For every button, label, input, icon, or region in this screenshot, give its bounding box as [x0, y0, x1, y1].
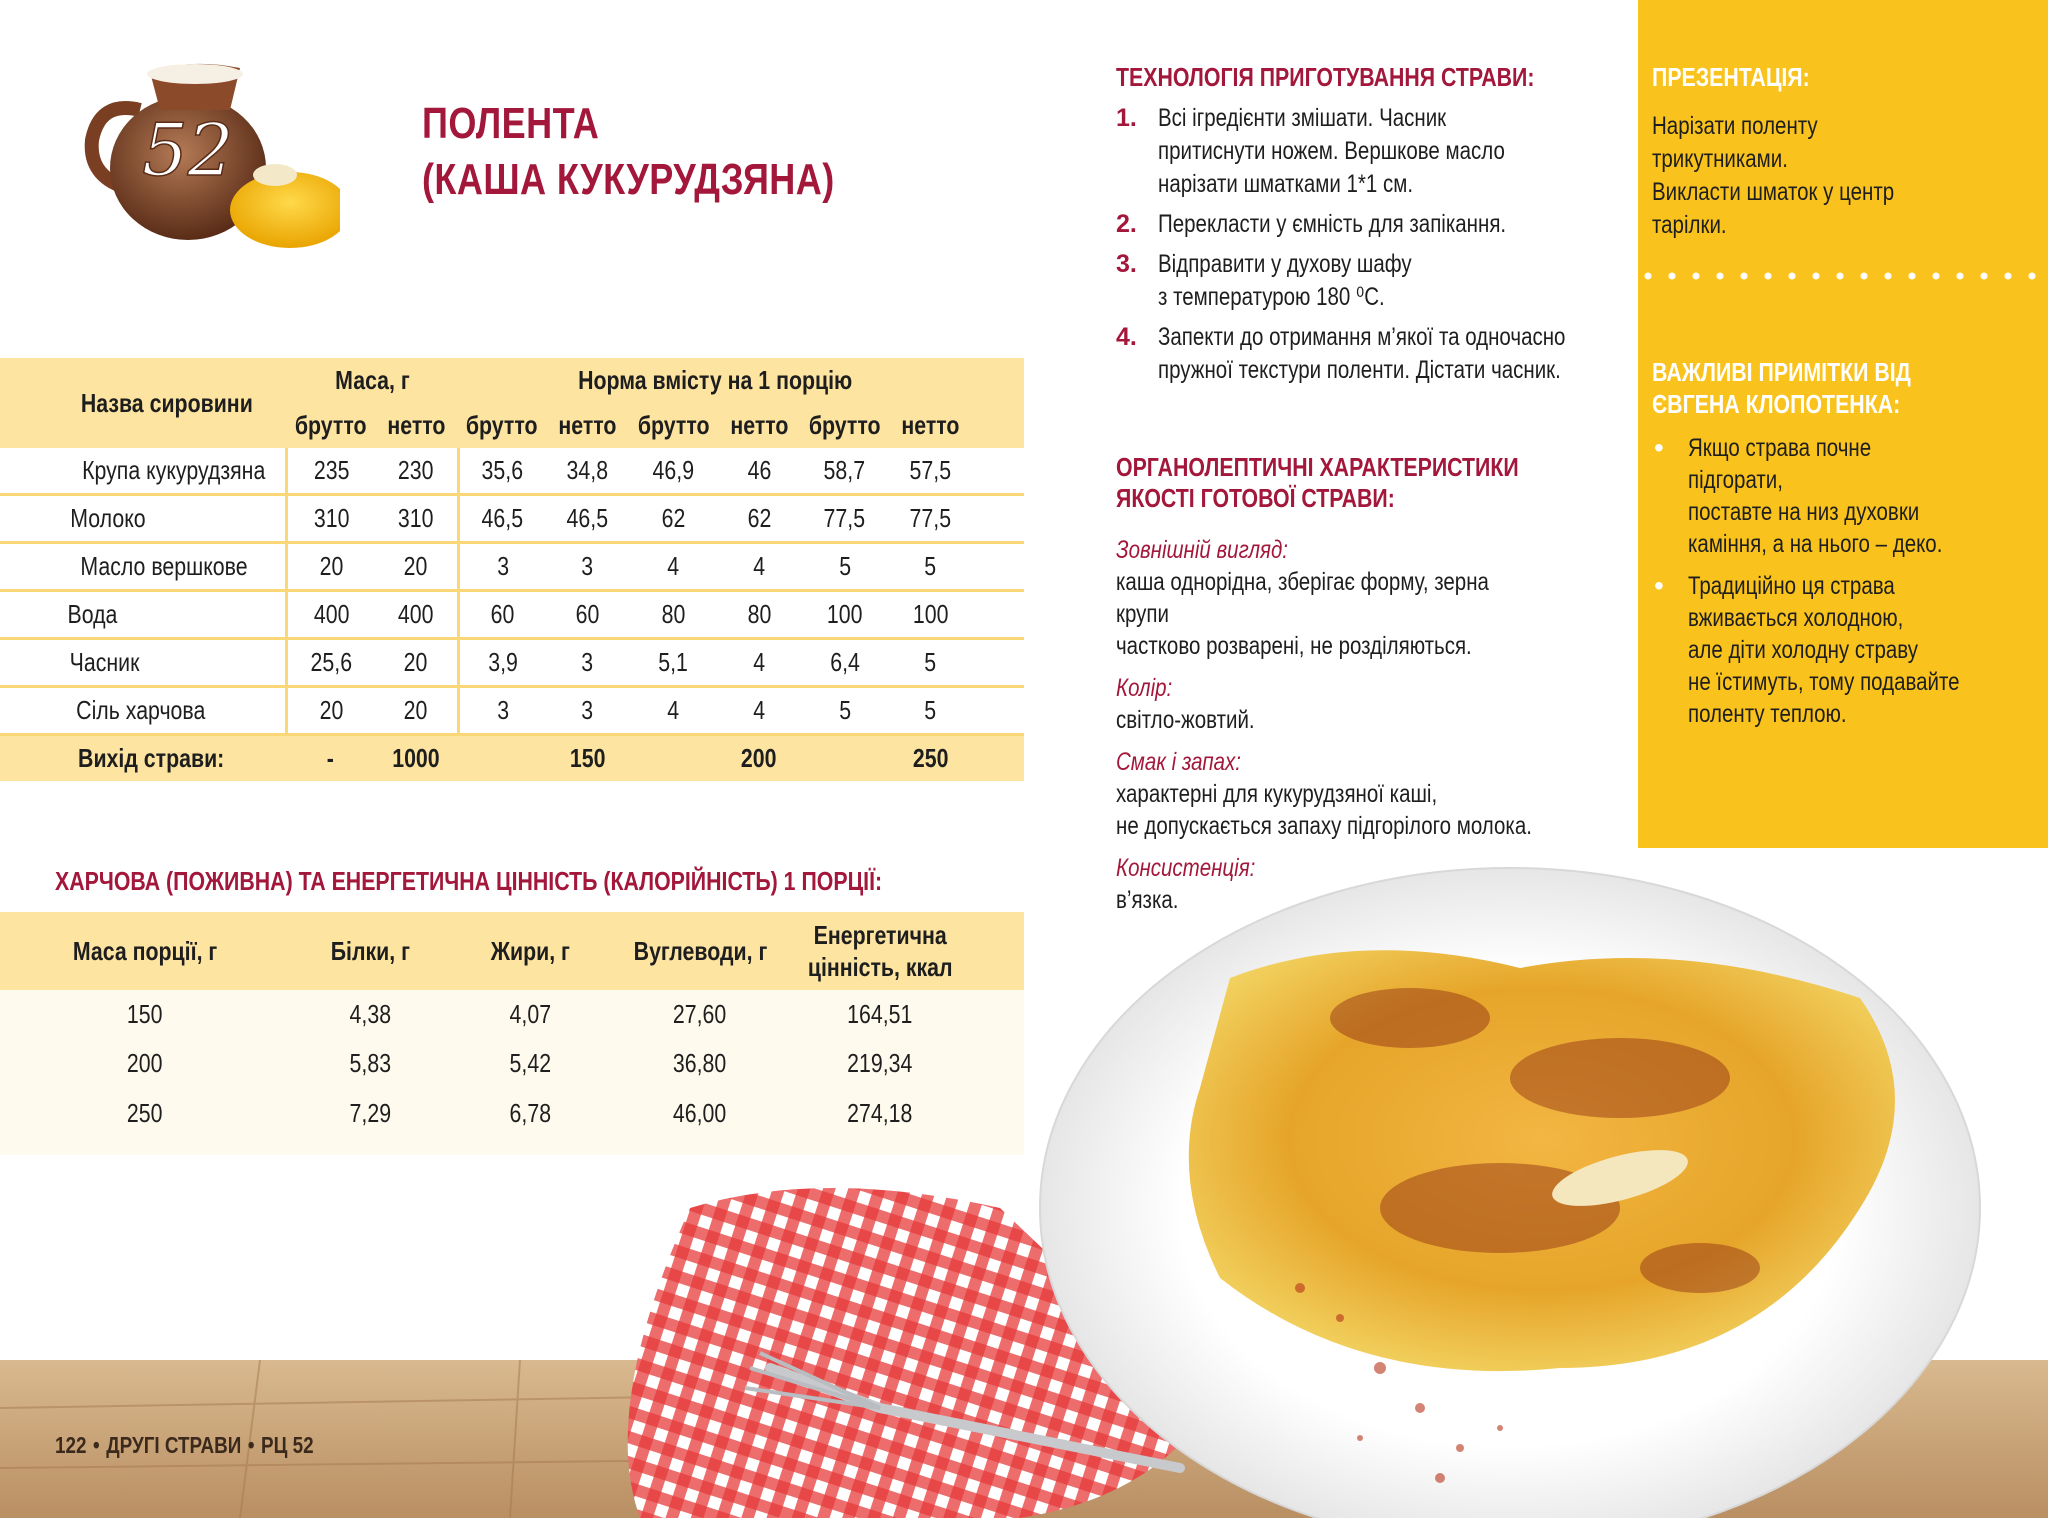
title-line-2: (КАША КУКУРУДЗЯНА) [422, 155, 835, 204]
step-text: пружної текстури поленти. Дістати часник. [1158, 356, 1561, 384]
divider-dot [1717, 273, 1724, 280]
characteristic-text: світло-жовтий. [1116, 706, 1255, 734]
ingredient-name: Часник [0, 639, 287, 687]
step-number: 1. [1116, 104, 1137, 132]
ingredient-value: 20 [287, 687, 374, 735]
page-footer: 122 • ДРУГІ СТРАВИ • РЦ 52 [55, 1432, 314, 1458]
note-text: Якщо страва почне підгорати, [1688, 434, 1872, 494]
subheader-brutto: брутто [801, 403, 888, 448]
title-line-1: ПОЛЕНТА [422, 99, 600, 148]
ingredient-value: 77,5 [888, 495, 972, 543]
footer-code: РЦ 52 [260, 1432, 314, 1458]
ingredient-value: 5 [888, 543, 972, 591]
note-text: але діти холодну страву [1688, 636, 1918, 664]
ingredient-value: 5 [888, 639, 972, 687]
ingredient-value: 5 [888, 687, 972, 735]
step-text: притиснути ножем. Вершкове масло [1158, 137, 1505, 165]
ingredient-value: 3 [546, 687, 630, 735]
ingredient-value: 46 [717, 448, 801, 495]
step-text: Всі ігредієнти змішати. Часник [1158, 104, 1447, 132]
divider-dot [1693, 273, 1700, 280]
nutrition-value: 164,51 [790, 990, 970, 1039]
yield-portion-2: 200 [717, 735, 801, 782]
organoleptic-title: ОРГАНОЛЕПТИЧНІ ХАРАКТЕРИСТИКИ ЯКОСТІ ГОТОВОЇ СТРАВИ: [1116, 452, 1519, 513]
ingredient-value: 400 [374, 591, 458, 639]
characteristic-text: каша однорідна, зберігає форму, зерна крупи [1116, 568, 1489, 628]
bullet-icon: • [1654, 570, 1664, 601]
ingredient-value: 20 [374, 687, 458, 735]
ingredient-value: 80 [630, 591, 717, 639]
ingredient-value: 3 [458, 543, 545, 591]
subheader-brutto: брутто [630, 403, 717, 448]
subheader-netto: нетто [888, 403, 972, 448]
subheader-brutto: брутто [458, 403, 545, 448]
nutrition-value: 36,80 [610, 1039, 790, 1088]
ingredient-value: 3,9 [458, 639, 545, 687]
step-text: з температурою 180 ⁰С. [1158, 283, 1385, 311]
ingredient-value: 4 [717, 543, 801, 591]
ingredient-value: 60 [458, 591, 545, 639]
ingredient-value: 46,9 [630, 448, 717, 495]
yield-netto: 1000 [374, 735, 458, 782]
note-text: каміння, а на нього – деко. [1688, 530, 1943, 558]
ingredient-value: 62 [717, 495, 801, 543]
ingredients-table [0, 358, 1024, 781]
ingredient-value: 3 [458, 687, 545, 735]
step-number: 4. [1116, 323, 1137, 351]
page-number: 122 [55, 1432, 87, 1458]
characteristic-text: частково розварені, не розділяються. [1116, 632, 1472, 660]
dotted-divider [1640, 268, 2048, 284]
nutrition-value: 274,18 [790, 1088, 970, 1155]
ingredient-value: 400 [287, 591, 374, 639]
step-text: Перекласти у ємність для запікання. [1158, 210, 1507, 238]
nutrition-header-fat: Жири, г [450, 912, 610, 990]
step-text: нарізати шматками 1*1 см. [1158, 170, 1414, 198]
note-text: вживається холодною, [1688, 604, 1904, 632]
presentation-title: ПРЕЗЕНТАЦІЯ: [1652, 62, 1810, 92]
divider-dot [1741, 273, 1748, 280]
presentation-line: тарілки. [1652, 211, 1727, 239]
technology-step [1116, 102, 1656, 201]
nutrition-value: 7,29 [290, 1088, 450, 1155]
step-text: Запекти до отримання м’якої та одночасно [1158, 323, 1566, 351]
step-number: 2. [1116, 210, 1137, 238]
subheader-netto: нетто [374, 403, 458, 448]
divider-dot [1981, 273, 1988, 280]
note-text: поставте на низ духовки [1688, 498, 1920, 526]
ingredient-name: Масло вершкове [0, 543, 287, 591]
divider-dot [1765, 273, 1772, 280]
ingredient-value: 5,1 [630, 639, 717, 687]
ingredient-value: 4 [630, 543, 717, 591]
recipe-number: 52 [142, 108, 234, 192]
ingredient-value: 60 [546, 591, 630, 639]
nutrition-value: 4,38 [290, 990, 450, 1039]
divider-dot [1813, 273, 1820, 280]
nutrition-value: 200 [0, 1039, 290, 1088]
divider-dot [1669, 273, 1676, 280]
ingredient-value: 310 [287, 495, 374, 543]
polenta-dish-photo [0, 848, 2048, 1518]
yield-portion-1: 150 [546, 735, 630, 782]
characteristic-label: Смак і запах: [1116, 748, 1241, 776]
characteristic-label: Колір: [1116, 674, 1173, 702]
divider-dot [1909, 273, 1916, 280]
step-text: Відправити у духову шафу [1158, 250, 1412, 278]
divider-dot [1933, 273, 1940, 280]
characteristic-text: не допускається запаху підгорілого молока. [1116, 812, 1532, 840]
ingredient-name: Молоко [0, 495, 287, 543]
characteristic-label: Зовнішній вигляд: [1116, 536, 1288, 564]
yield-portion-3: 250 [888, 735, 972, 782]
nutrition-header-carbs: Вуглеводи, г [610, 912, 790, 990]
divider-dot [1645, 273, 1652, 280]
step-number: 3. [1116, 250, 1137, 278]
presentation-line: Викласти шматок у центр [1652, 178, 1895, 206]
ingredient-value: 77,5 [801, 495, 888, 543]
note-item [1652, 570, 2022, 730]
divider-dot [1861, 273, 1868, 280]
header-mass: Маса, г [287, 358, 458, 403]
ingredient-value: 6,4 [801, 639, 888, 687]
header-ingredient-name: Назва сировини [0, 358, 287, 448]
characteristic-text: характерні для кукурудзяної каші, [1116, 780, 1438, 808]
divider-dot [1789, 273, 1796, 280]
divider-dot [2029, 273, 2036, 280]
ingredient-row [0, 687, 1024, 735]
ingredient-value: 46,5 [458, 495, 545, 543]
ingredient-value: 230 [374, 448, 458, 495]
nutrition-value: 250 [0, 1088, 290, 1155]
note-text: поленту теплою. [1688, 700, 1847, 728]
nutrition-header-mass: Маса порції, г [0, 912, 290, 990]
subheader-netto: нетто [717, 403, 801, 448]
footer-section: ДРУГІ СТРАВИ [106, 1432, 242, 1458]
ingredient-row [0, 448, 1024, 495]
yield-label: Вихід страви: [0, 735, 287, 782]
ingredient-value: 4 [717, 639, 801, 687]
subheader-brutto: брутто [287, 403, 374, 448]
note-text: Традиційно ця страва [1688, 572, 1895, 600]
nutrition-header-protein: Білки, г [290, 912, 450, 990]
ingredient-value: 310 [374, 495, 458, 543]
ingredient-value: 62 [630, 495, 717, 543]
ingredient-name: Вода [0, 591, 287, 639]
characteristic-text: в’язка. [1116, 886, 1179, 914]
ingredient-value: 4 [630, 687, 717, 735]
ingredient-value: 34,8 [546, 448, 630, 495]
ingredient-value: 80 [717, 591, 801, 639]
ingredient-value: 46,5 [546, 495, 630, 543]
ingredient-value: 5 [801, 543, 888, 591]
ingredient-value: 20 [287, 543, 374, 591]
ingredient-row [0, 543, 1024, 591]
ingredient-name: Крупа кукурудзяна [0, 448, 287, 495]
presentation-text [1652, 110, 2012, 242]
ingredient-value: 58,7 [801, 448, 888, 495]
nutrition-value: 150 [0, 990, 290, 1039]
ingredient-value: 20 [374, 543, 458, 591]
divider-dot [1885, 273, 1892, 280]
ingredient-value: 100 [888, 591, 972, 639]
nutrition-value: 6,78 [450, 1088, 610, 1155]
ingredient-value: 3 [546, 639, 630, 687]
ingredient-row [0, 639, 1024, 687]
notes-list [1652, 432, 2022, 740]
ingredient-value: 25,6 [287, 639, 374, 687]
characteristic-label: Консистенція: [1116, 854, 1256, 882]
nutrition-value: 46,00 [610, 1088, 790, 1155]
note-text: не їстимуть, тому подавайте [1688, 668, 1960, 696]
nutrition-value: 4,07 [450, 990, 610, 1039]
divider-dot [2005, 273, 2012, 280]
recipe-number-jug-illustration [80, 50, 340, 260]
technology-step [1116, 248, 1656, 314]
presentation-line: Нарізати поленту трикутниками. [1652, 112, 1818, 173]
ingredient-value: 20 [374, 639, 458, 687]
ingredient-value: 5 [801, 687, 888, 735]
header-norm-per-portion: Норма вмісту на 1 порцію [458, 358, 972, 403]
note-item [1652, 432, 2022, 560]
yield-row [0, 735, 1024, 782]
ingredient-row [0, 591, 1024, 639]
ingredient-name: Сіль харчова [0, 687, 287, 735]
technology-step [1116, 321, 1656, 387]
subheader-netto: нетто [546, 403, 630, 448]
ingredient-value: 4 [717, 687, 801, 735]
notes-title: ВАЖЛИВІ ПРИМІТКИ ВІД ЄВГЕНА КЛОПОТЕНКА: [1652, 357, 1911, 419]
technology-title: ТЕХНОЛОГІЯ ПРИГОТУВАННЯ СТРАВИ: [1116, 62, 1535, 92]
nutrition-value: 219,34 [790, 1039, 970, 1088]
nutrition-title: ХАРЧОВА (ПОЖИВНА) ТА ЕНЕРГЕТИЧНА ЦІННІСТЬ (КАЛОРІЙНІСТЬ) 1 ПОРЦІЇ: [55, 866, 883, 896]
nutrition-header-energy: Енергетична цінність, ккал [790, 912, 970, 990]
ingredient-row [0, 495, 1024, 543]
recipe-title [422, 96, 925, 208]
technology-step [1116, 208, 1656, 241]
nutrition-value: 27,60 [610, 990, 790, 1039]
yield-brutto: - [287, 735, 374, 782]
technology-steps [1116, 102, 1656, 394]
bullet-icon: • [1654, 432, 1664, 463]
ingredient-value: 3 [546, 543, 630, 591]
ingredient-value: 235 [287, 448, 374, 495]
ingredient-value: 100 [801, 591, 888, 639]
ingredient-value: 57,5 [888, 448, 972, 495]
divider-dot [1837, 273, 1844, 280]
nutrition-value: 5,42 [450, 1039, 610, 1088]
divider-dot [1957, 273, 1964, 280]
ingredient-value: 35,6 [458, 448, 545, 495]
nutrition-value: 5,83 [290, 1039, 450, 1088]
